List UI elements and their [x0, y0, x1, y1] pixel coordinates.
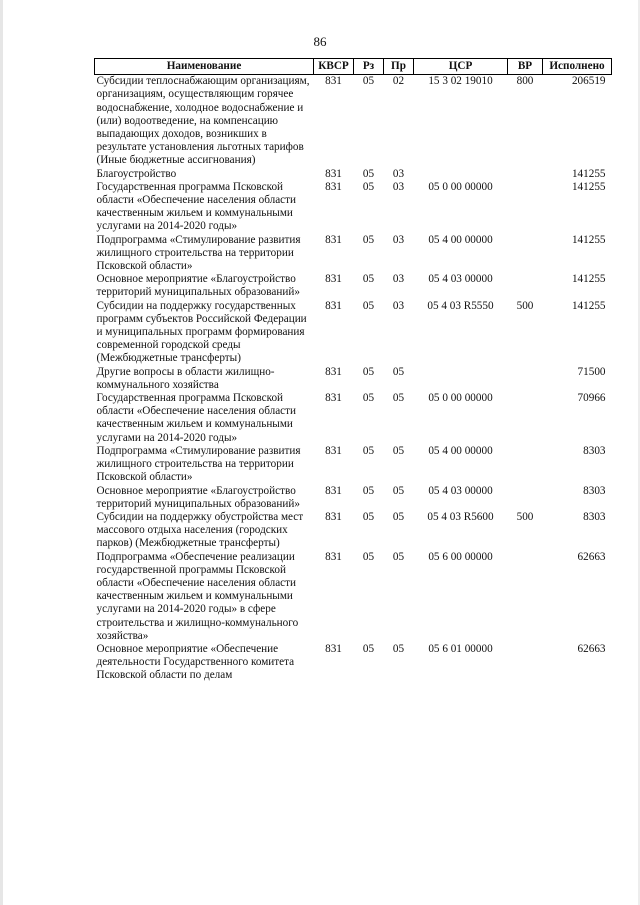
table-row [95, 551, 612, 643]
cell-vr [508, 366, 543, 392]
header-kvsr: КВСР [314, 59, 354, 75]
cell-rz: 05 [362, 444, 375, 457]
cell-name: Субсидии на поддержку государственных программ субъектов Российской Федерации и муниципальных программ формирования современной городской среды (Межбюджетные трансферты) [96, 299, 307, 365]
cell-executed: 141255 [571, 233, 606, 246]
cell-name: Субсидии теплоснабжающим организациям, организациям, осуществляющим горячее водоснабжение, холодное водоснабжение и (или) водоотведение, на компенсацию выпадающих доходов, возникших в результате установления льготных тарифов (Иные бюджетные ассигнования) [96, 75, 310, 167]
cell-pr: 05 [392, 444, 405, 457]
header-executed: Исполнено [543, 59, 612, 75]
header-name: Наименование [95, 59, 314, 75]
cell-csr [414, 168, 508, 181]
cell-name: Подпрограмма «Стимулирование развития жилищного строительства на территории Псковской области» [96, 233, 301, 273]
page-number: 86 [313, 34, 327, 49]
cell-rz: 05 [362, 167, 375, 180]
cell-pr: 05 [392, 365, 405, 378]
cell-vr [508, 485, 543, 511]
header-rz: Рз [354, 59, 384, 75]
table-row [95, 300, 612, 366]
cell-pr: 03 [392, 233, 405, 246]
cell-executed: 141255 [571, 167, 606, 180]
cell-pr: 02 [392, 75, 405, 88]
cell-rz: 05 [362, 484, 375, 497]
cell-kvsr: 831 [325, 550, 342, 563]
cell-name: Государственная программа Псковской области «Обеспечение населения области качественным жильем и коммунальными услугами на 2014-2020 годы» [96, 392, 297, 444]
cell-name: Основное мероприятие «Обеспечение деятельности Государственного комитета Псковской области по делам [96, 642, 295, 682]
table-row [95, 181, 612, 234]
table-row [95, 511, 612, 551]
cell-kvsr: 831 [325, 75, 342, 88]
cell-csr: 05 6 00 00000 [428, 550, 493, 563]
cell-vr [508, 168, 543, 181]
cell-name: Государственная программа Псковской области «Обеспечение населения области качественным жильем и коммунальными услугами на 2014-2020 годы» [96, 180, 297, 233]
table-row [95, 643, 612, 683]
header-pr: Пр [384, 59, 414, 75]
cell-kvsr: 831 [325, 180, 342, 193]
cell-executed: 8303 [583, 510, 606, 523]
cell-executed: 206519 [571, 75, 606, 88]
cell-rz: 05 [362, 550, 375, 563]
cell-csr: 05 4 03 R5600 [427, 510, 494, 523]
cell-kvsr: 831 [325, 167, 342, 180]
cell-name: Субсидии на поддержку обустройства мест массового отдыха населения (городских парков) (Межбюджетные трансферты) [96, 510, 304, 550]
cell-kvsr: 831 [325, 510, 342, 523]
cell-pr: 03 [392, 180, 405, 193]
table-row [95, 485, 612, 511]
cell-vr [508, 273, 543, 299]
cell-kvsr: 831 [325, 392, 342, 405]
cell-kvsr: 831 [325, 299, 342, 312]
cell-rz: 05 [362, 75, 375, 88]
cell-vr: 800 [516, 75, 534, 88]
cell-kvsr: 831 [325, 233, 342, 246]
cell-executed: 70966 [577, 392, 606, 405]
cell-vr: 500 [516, 299, 534, 312]
cell-vr [508, 445, 543, 485]
cell-kvsr: 831 [325, 642, 342, 655]
cell-csr: 15 3 02 19010 [428, 75, 493, 88]
header-vr: ВР [508, 59, 543, 75]
cell-name: Основное мероприятие «Благоустройство территорий муниципальных образований» [96, 484, 300, 510]
cell-kvsr: 831 [325, 273, 342, 286]
cell-kvsr: 831 [325, 444, 342, 457]
cell-csr: 05 4 03 00000 [428, 273, 493, 286]
cell-csr: 05 0 00 00000 [428, 180, 493, 193]
cell-vr: 500 [516, 510, 534, 523]
cell-kvsr: 831 [325, 484, 342, 497]
cell-vr [508, 181, 543, 234]
table-row [95, 273, 612, 299]
cell-executed: 141255 [571, 273, 606, 286]
cell-executed: 62663 [577, 550, 606, 563]
budget-table [94, 58, 612, 683]
cell-executed: 8303 [583, 444, 606, 457]
cell-rz: 05 [362, 233, 375, 246]
cell-name: Другие вопросы в области жилищно-коммунального хозяйства [96, 365, 275, 391]
cell-rz: 05 [362, 392, 375, 405]
cell-name: Подпрограмма «Стимулирование развития жилищного строительства на территории Псковской области» [96, 444, 301, 484]
scan-left-edge [0, 0, 3, 905]
table-row [95, 392, 612, 445]
cell-executed: 62663 [577, 642, 606, 655]
cell-pr: 03 [392, 299, 405, 312]
table-row [95, 366, 612, 392]
cell-name: Благоустройство [96, 167, 177, 180]
cell-csr: 05 4 00 00000 [428, 233, 493, 246]
cell-rz: 05 [362, 510, 375, 523]
cell-executed: 71500 [577, 365, 606, 378]
table-header-row [95, 59, 612, 75]
table-row [95, 168, 612, 181]
cell-rz: 05 [362, 642, 375, 655]
cell-executed: 141255 [571, 299, 606, 312]
cell-vr [508, 551, 543, 643]
cell-name: Подпрограмма «Обеспечение реализации государственной программы Псковской области «Обеспечение населения области качественным жильем и коммунальными услугами на 2014-2020 годы» в сфере строительства и жилищно-коммунального хозяйства» [96, 550, 299, 642]
cell-csr: 05 0 00 00000 [428, 392, 493, 405]
cell-pr: 05 [392, 510, 405, 523]
cell-kvsr: 831 [325, 365, 342, 378]
cell-csr: 05 4 00 00000 [428, 444, 493, 457]
cell-csr: 05 6 01 00000 [428, 642, 493, 655]
cell-vr [508, 643, 543, 683]
cell-pr: 05 [392, 484, 405, 497]
cell-rz: 05 [362, 180, 375, 193]
cell-vr [508, 234, 543, 274]
cell-csr: 05 4 03 R5550 [427, 299, 494, 312]
cell-csr [414, 366, 508, 392]
cell-pr: 05 [392, 642, 405, 655]
cell-pr: 03 [392, 167, 405, 180]
cell-csr: 05 4 03 00000 [428, 484, 493, 497]
cell-vr [508, 392, 543, 445]
cell-rz: 05 [362, 273, 375, 286]
cell-pr: 05 [392, 550, 405, 563]
cell-pr: 03 [392, 273, 405, 286]
cell-pr: 05 [392, 392, 405, 405]
cell-name: Основное мероприятие «Благоустройство территорий муниципальных образований» [96, 273, 300, 299]
cell-rz: 05 [362, 299, 375, 312]
table-row [95, 75, 612, 168]
header-csr: ЦСР [414, 59, 508, 75]
cell-rz: 05 [362, 365, 375, 378]
table-row [95, 445, 612, 485]
cell-executed: 141255 [571, 180, 606, 193]
table-row [95, 234, 612, 274]
cell-executed: 8303 [583, 484, 606, 497]
